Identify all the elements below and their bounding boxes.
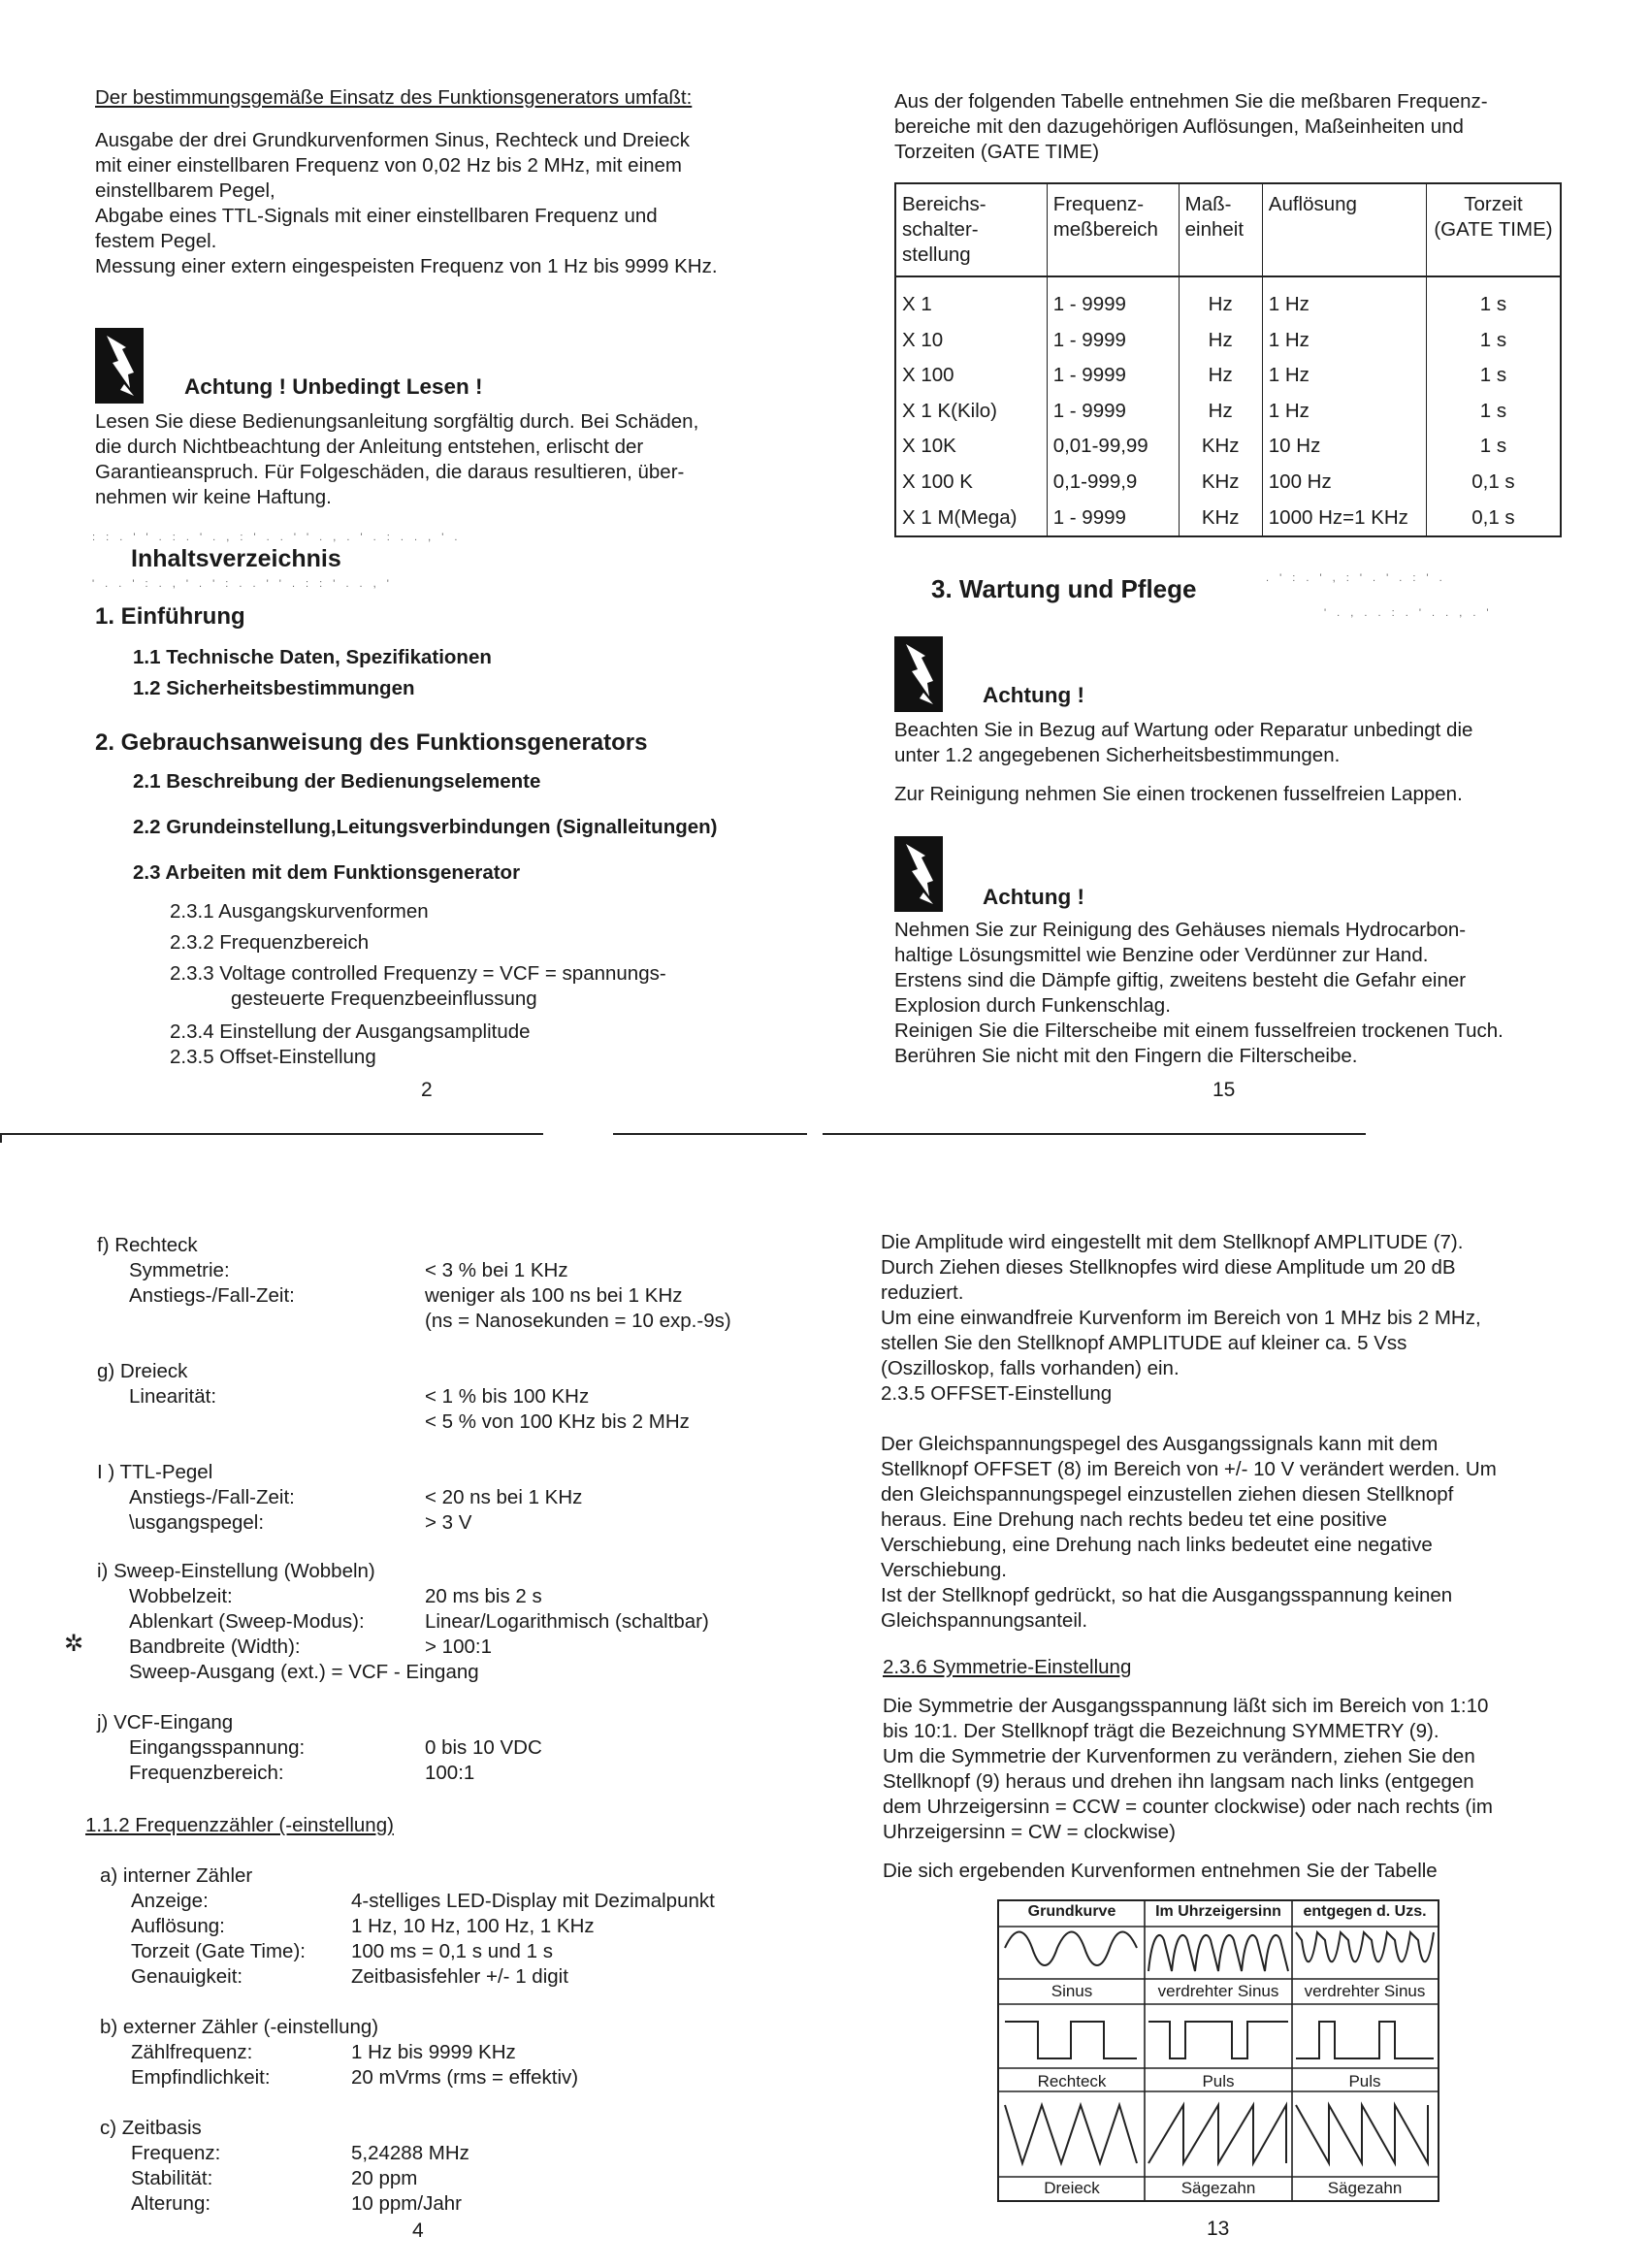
- spec-value: 0 bis 10 VDC: [425, 1736, 542, 1759]
- table-cell: Hz: [1179, 358, 1262, 394]
- p15-warning1-line: Beachten Sie in Bezug auf Wartung oder Reparatur unbedingt die: [894, 719, 1473, 741]
- spec-label: \usgangspegel:: [129, 1511, 265, 1534]
- toc-2-3-3: 2.3.3 Voltage controlled Frequenzy = VCF = spannungs-: [170, 962, 666, 985]
- table-cell: 1 s: [1426, 323, 1561, 359]
- scan-noise: : : . ' ' . : . ' . , : ' . . ' ' . , . ' . : . . , ' .: [92, 532, 462, 543]
- table-cell: 0,1 s: [1426, 465, 1561, 501]
- toc-1-2: 1.2 Sicherheitsbestimmungen: [133, 677, 415, 699]
- scan-noise: . ' : . ' , : ' . ' . : ' .: [1266, 572, 1446, 584]
- p2-line: mit einer einstellbaren Frequenz von 0,02 Hz bis 2 MHz, mit einem: [95, 154, 683, 177]
- p15-warning2-line: haltige Lösungsmittel wie Benzine oder Verdünner zur Hand.: [894, 944, 1429, 966]
- table-cell: X 1 M(Mega): [902, 505, 1018, 529]
- p2-line: Messung einer extern eingespeisten Frequenz von 1 Hz bis 9999 KHz.: [95, 255, 718, 277]
- wave-header-basic: Grundkurve: [1027, 1903, 1116, 1920]
- wave-label: verdrehter Sinus: [1157, 1982, 1279, 2000]
- p13-line: bis 10:1. Der Stellknopf trägt die Bezeichnung SYMMETRY (9).: [883, 1720, 1439, 1742]
- table-cell: Hz: [1179, 394, 1262, 430]
- p2-warning-line: Lesen Sie diese Bedienungsanleitung sorgfältig durch. Bei Schäden,: [95, 410, 699, 433]
- p13-line: Verschiebung, eine Drehung nach links bedeutet eine negative: [881, 1534, 1433, 1556]
- p15-warning2-text: [894, 918, 1504, 1069]
- scan-noise: ' . . ' : . , ' . ' : . . ' ' . : : ' . . , ': [92, 578, 393, 590]
- p13-offset-text: [881, 1432, 1497, 1634]
- spec-label: Zählfrequenz:: [131, 2041, 253, 2063]
- spec-value: 100:1: [425, 1762, 475, 1784]
- waveform-grid: [999, 1901, 1438, 2200]
- table-cell: 1 - 9999: [1047, 501, 1179, 537]
- wave-header-cw: Im Uhrzeigersinn: [1155, 1903, 1281, 1920]
- p13-symmetry-heading: 2.3.6 Symmetrie-Einstellung: [883, 1656, 1132, 1678]
- spec-value: Linear/Logarithmisch (schaltbar): [425, 1610, 709, 1633]
- table-cell: KHz: [1179, 429, 1262, 465]
- spec-g-title: g) Dreieck: [97, 1360, 188, 1382]
- p13-line: reduziert.: [881, 1281, 964, 1304]
- spec-label: Alterung:: [131, 2192, 211, 2215]
- p15-warning2-line: Berühren Sie nicht mit den Fingern die Filterscheibe.: [894, 1045, 1358, 1067]
- p13-line: Gleichspannungsanteil.: [881, 1609, 1088, 1632]
- spec-label: Frequenzbereich:: [129, 1762, 284, 1784]
- table-row: [895, 358, 1561, 394]
- table-cell: 1 Hz: [1262, 323, 1426, 359]
- wave-label: Puls: [1202, 2072, 1235, 2090]
- p13-line: Der Gleichspannungspegel des Ausgangssignals kann mit dem: [881, 1433, 1439, 1455]
- spec-value: > 3 V: [425, 1511, 472, 1534]
- toc-2-3-2: 2.3.2 Frequenzbereich: [170, 931, 370, 954]
- triangle-wave-icon: [1005, 2105, 1137, 2163]
- table-row: [895, 465, 1561, 501]
- toc-1-1: 1.1 Technische Daten, Spezifikationen: [133, 646, 492, 668]
- spec-extra: Sweep-Ausgang (ext.) = VCF - Eingang: [129, 1661, 479, 1683]
- spec-label: Genauigkeit:: [131, 1965, 243, 1988]
- p13-line: Ist der Stellknopf gedrückt, so hat die Ausgangsspannung keinen: [881, 1584, 1453, 1606]
- toc-2-3: 2.3 Arbeiten mit dem Funktionsgenerator: [133, 861, 521, 884]
- p13-line: Uhrzeigersinn = CW = clockwise): [883, 1821, 1176, 1843]
- p15-warning2-title: Achtung !: [983, 885, 1084, 909]
- spec-label: Symmetrie:: [129, 1259, 230, 1281]
- table-cell: 1 - 9999: [1047, 394, 1179, 430]
- toc-2-1: 2.1 Beschreibung der Bedienungselemente: [133, 770, 541, 793]
- p15-warning1-line: unter 1.2 angegebenen Sicherheitsbestimmungen.: [894, 744, 1341, 766]
- table-cell: 1 Hz: [1262, 358, 1426, 394]
- header-unit: Maß- einheit: [1179, 183, 1262, 276]
- p13-symmetry-text: [883, 1694, 1493, 1845]
- spec-label: Torzeit (Gate Time):: [131, 1940, 306, 1962]
- table-cell: 1 Hz: [1262, 276, 1426, 323]
- spec-a-title: a) interner Zähler: [100, 1864, 253, 1887]
- waveform-table: [997, 1899, 1439, 2202]
- spec-value: < 5 % von 100 KHz bis 2 MHz: [425, 1410, 690, 1433]
- p13-line: (Oszilloskop, falls vorhanden) ein.: [881, 1357, 1180, 1379]
- p13-line: Stellknopf OFFSET (8) im Bereich von +/- 10 V verändert werden. Um: [881, 1458, 1497, 1480]
- wave-label: Dreieck: [1044, 2179, 1100, 2197]
- wave-header-ccw: entgegen d. Uzs.: [1303, 1903, 1427, 1920]
- table-cell: X 10: [902, 328, 944, 351]
- spec-label: Anstiegs-/Fall-Zeit:: [129, 1486, 295, 1508]
- counter-heading: 1.1.2 Frequenzzähler (-einstellung): [85, 1814, 394, 1836]
- p2-line: Abgabe eines TTL-Signals mit einer einstellbaren Frequenz und: [95, 205, 658, 227]
- p13-line: dem Uhrzeigersinn = CCW = counter clockwise) oder nach rechts (im: [883, 1796, 1493, 1818]
- spec-label: Empfindlichkeit:: [131, 2066, 271, 2089]
- table-cell: 10 Hz: [1262, 429, 1426, 465]
- p15-warning2-line: Reinigen Sie die Filterscheibe mit einem fusselfreien trockenen Tuch.: [894, 1020, 1504, 1042]
- table-cell: X 10K: [902, 435, 956, 458]
- spec-label: Bandbreite (Width):: [129, 1636, 301, 1658]
- p15-intro-line: Aus der folgenden Tabelle entnehmen Sie die meßbaren Frequenz-: [894, 90, 1488, 113]
- spec-label: Wobbelzeit:: [129, 1585, 233, 1607]
- spec-label: Linearität:: [129, 1385, 217, 1408]
- cut-line: [613, 1133, 807, 1135]
- wave-label: Puls: [1348, 2072, 1381, 2090]
- spec-value: (ns = Nanosekunden = 10 exp.-9s): [425, 1310, 731, 1332]
- scan-noise: ' . , . . : . ' . . , . ': [1324, 607, 1493, 619]
- page-number: 13: [1207, 2218, 1230, 2240]
- table-cell: 1 - 9999: [1047, 276, 1179, 323]
- table-cell: 1 s: [1426, 358, 1561, 394]
- p15-cleaning: Zur Reinigung nehmen Sie einen trockenen fusselfreien Lappen.: [894, 783, 1463, 805]
- square-wave-icon: [1005, 2022, 1137, 2058]
- spec-value: 4-stelliges LED-Display mit Dezimalpunkt: [351, 1890, 715, 1912]
- table-cell: X 100: [902, 364, 954, 387]
- table-row: [895, 394, 1561, 430]
- table-cell: KHz: [1179, 501, 1262, 537]
- header-range-switch: Bereichs- schalter- stellung: [895, 183, 1047, 276]
- p15-section-title: 3. Wartung und Pflege: [931, 574, 1197, 603]
- spec-value: < 3 % bei 1 KHz: [425, 1259, 568, 1281]
- toc-2-2: 2.2 Grundeinstellung,Leitungsverbindungen (Signalleitungen): [133, 816, 718, 838]
- p2-heading: Der bestimmungsgemäße Einsatz des Funktionsgenerators umfaßt:: [95, 86, 693, 109]
- header-resolution: Auflösung: [1262, 183, 1426, 276]
- toc-2-3-1: 2.3.1 Ausgangskurvenformen: [170, 900, 429, 923]
- page-number: 4: [412, 2219, 424, 2242]
- toc-chapter-1: 1. Einführung: [95, 603, 245, 630]
- toc-2-3-3-cont: gesteuerte Frequenzbeeinflussung: [231, 988, 537, 1010]
- spec-value: < 1 % bis 100 KHz: [425, 1385, 590, 1408]
- table-cell: 0,1 s: [1426, 501, 1561, 537]
- spec-value: Zeitbasisfehler +/- 1 digit: [351, 1965, 568, 1988]
- wave-label: Sägezahn: [1327, 2179, 1403, 2197]
- distorted-sine-ccw-icon: [1296, 1932, 1434, 1961]
- table-cell: 1 Hz: [1262, 394, 1426, 430]
- spec-value: < 20 ns bei 1 KHz: [425, 1486, 583, 1508]
- table-header-row: [895, 183, 1561, 276]
- p2-intro: [95, 128, 718, 279]
- table-cell: 1 s: [1426, 394, 1561, 430]
- spec-label: Stabilität:: [131, 2167, 213, 2189]
- p13-table-intro: Die sich ergebenden Kurvenformen entnehmen Sie der Tabelle: [883, 1860, 1438, 1882]
- table-cell: 0,1-999,9: [1047, 465, 1179, 501]
- spec-value: 5,24288 MHz: [351, 2142, 469, 2164]
- spec-value: > 100:1: [425, 1636, 492, 1658]
- spec-c-title: c) Zeitbasis: [100, 2117, 202, 2139]
- table-row: [895, 501, 1561, 537]
- table-cell: 1 s: [1426, 429, 1561, 465]
- p2-warning-line: nehmen wir keine Haftung.: [95, 486, 332, 508]
- sawtooth-cw-icon: [1148, 2105, 1286, 2163]
- spec-label: Eingangsspannung:: [129, 1736, 306, 1759]
- p13-line: Stellknopf (9) heraus und drehen ihn langsam nach links (entgegen: [883, 1770, 1474, 1793]
- wave-label: Sägezahn: [1180, 2179, 1256, 2197]
- spec-label: Frequenz:: [131, 2142, 221, 2164]
- p13-line: heraus. Eine Drehung nach rechts bedeu tet eine positive: [881, 1508, 1387, 1531]
- wave-label: Sinus: [1051, 1982, 1093, 2000]
- spec-value: 20 ms bis 2 s: [425, 1585, 542, 1607]
- spec-value: 20 mVrms (rms = effektiv): [351, 2066, 579, 2089]
- p2-warning-line: Garantieanspruch. Für Folgeschäden, die daraus resultieren, über-: [95, 461, 685, 483]
- table-cell: 1 - 9999: [1047, 323, 1179, 359]
- p15-warning1-text: [894, 718, 1472, 768]
- spec-value: 1 Hz bis 9999 KHz: [351, 2041, 516, 2063]
- table-row: [895, 276, 1561, 323]
- toc-2-3-4: 2.3.4 Einstellung der Ausgangsamplitude: [170, 1021, 531, 1043]
- spec-value: weniger als 100 ns bei 1 KHz: [425, 1284, 683, 1307]
- p15-warning1-title: Achtung !: [983, 683, 1084, 707]
- spec-value: 100 ms = 0,1 s und 1 s: [351, 1940, 553, 1962]
- page-number: 2: [421, 1079, 433, 1101]
- table-cell: Hz: [1179, 323, 1262, 359]
- cut-line: [0, 1133, 543, 1135]
- spec-i-title: i) Sweep-Einstellung (Wobbeln): [97, 1560, 375, 1582]
- table-cell: 1000 Hz=1 KHz: [1262, 501, 1426, 537]
- p2-warning-title: Achtung ! Unbedingt Lesen !: [184, 374, 483, 399]
- spec-label: Auflösung:: [131, 1915, 225, 1937]
- cut-line: [823, 1133, 1366, 1135]
- lightning-warning-icon: [894, 636, 943, 712]
- p13-line: Um eine einwandfreie Kurvenform im Bereich von 1 MHz bis 2 MHz,: [881, 1307, 1481, 1329]
- table-cell: X 1 K(Kilo): [902, 399, 997, 422]
- cut-line: [500, 1133, 543, 1135]
- table-cell: 1 s: [1426, 276, 1561, 323]
- spec-value: 20 ppm: [351, 2167, 418, 2189]
- table-cell: 100 Hz: [1262, 465, 1426, 501]
- spec-j-title: j) VCF-Eingang: [97, 1711, 234, 1733]
- lightning-warning-icon: [894, 836, 943, 912]
- spec-label: Ablenkart (Sweep-Modus):: [129, 1610, 365, 1633]
- table-row: [895, 429, 1561, 465]
- spec-label: Anzeige:: [131, 1890, 209, 1912]
- pulse-cw-icon: [1148, 2022, 1288, 2058]
- wave-label: verdrehter Sinus: [1304, 1982, 1426, 2000]
- p13-line: Die Amplitude wird eingestellt mit dem Stellknopf AMPLITUDE (7).: [881, 1231, 1464, 1253]
- page-number: 15: [1212, 1079, 1236, 1101]
- sawtooth-ccw-icon: [1296, 2105, 1428, 2163]
- spec-label: Anstiegs-/Fall-Zeit:: [129, 1284, 295, 1307]
- p13-amplitude-text: [881, 1230, 1481, 1407]
- table-cell: X 100 K: [902, 470, 973, 493]
- table-cell: Hz: [1179, 276, 1262, 323]
- p13-line: Um die Symmetrie der Kurvenformen zu verändern, ziehen Sie den: [883, 1745, 1475, 1767]
- p2-line: Ausgabe der drei Grundkurvenformen Sinus, Rechteck und Dreieck: [95, 129, 691, 151]
- spec-value: 10 ppm/Jahr: [351, 2192, 462, 2215]
- p2-line: einstellbarem Pegel,: [95, 179, 275, 202]
- spec-f-title: f) Rechteck: [97, 1234, 198, 1256]
- spec-b-title: b) externer Zähler (-einstellung): [100, 2016, 379, 2038]
- p13-line: Verschiebung.: [881, 1559, 1007, 1581]
- p15-warning2-line: Explosion durch Funkenschlag.: [894, 994, 1171, 1017]
- p15-warning2-line: Erstens sind die Dämpfe giftig, zweitens besteht die Gefahr einer: [894, 969, 1467, 991]
- p13-line: stellen Sie den Stellknopf AMPLITUDE auf kleiner ca. 5 Vss: [881, 1332, 1407, 1354]
- toc-2-3-5: 2.3.5 Offset-Einstellung: [170, 1046, 376, 1068]
- header-frequency-range: Frequenz- meßbereich: [1047, 183, 1179, 276]
- table-cell: X 1: [902, 293, 932, 315]
- sine-wave-icon: [1005, 1932, 1137, 1966]
- p15-intro-line: bereiche mit den dazugehörigen Auflösungen, Maßeinheiten und: [894, 115, 1464, 138]
- p2-warning-line: die durch Nichtbeachtung der Anleitung entstehen, erlischt der: [95, 436, 644, 458]
- distorted-sine-cw-icon: [1148, 1935, 1288, 1971]
- p13-line: Die Symmetrie der Ausgangsspannung läßt sich im Bereich von 1:10: [883, 1695, 1489, 1717]
- wave-label: Rechteck: [1037, 2072, 1107, 2090]
- toc-chapter-2: 2. Gebrauchsanweisung des Funktionsgenerators: [95, 729, 648, 756]
- scan-mark-icon: ✲: [64, 1631, 84, 1657]
- p15-intro-line: Torzeiten (GATE TIME): [894, 141, 1100, 163]
- table-cell: 0,01-99,99: [1047, 429, 1179, 465]
- p15-warning2-line: Nehmen Sie zur Reinigung des Gehäuses niemals Hydrocarbon-: [894, 919, 1467, 941]
- table-row: [895, 323, 1561, 359]
- p2-warning-text: [95, 409, 698, 510]
- p2-toc-title: Inhaltsverzeichnis: [131, 545, 341, 572]
- header-gate-time: Torzeit (GATE TIME): [1426, 183, 1561, 276]
- p15-intro: [894, 89, 1488, 165]
- spec-value: 1 Hz, 10 Hz, 100 Hz, 1 KHz: [351, 1915, 595, 1937]
- table-cell: KHz: [1179, 465, 1262, 501]
- p13-line: 2.3.5 OFFSET-Einstellung: [881, 1382, 1113, 1405]
- lightning-warning-icon: [95, 328, 144, 404]
- p13-line: den Gleichspannungspegel einzustellen ziehen diesen Stellknopf: [881, 1483, 1454, 1506]
- cut-line: [0, 1133, 2, 1143]
- spec-h-title: I ) TTL-Pegel: [97, 1461, 213, 1483]
- table-cell: 1 - 9999: [1047, 358, 1179, 394]
- p13-line: Durch Ziehen dieses Stellknopfes wird diese Amplitude um 20 dB: [881, 1256, 1456, 1279]
- frequency-range-table: [894, 182, 1562, 537]
- p2-line: festem Pegel.: [95, 230, 217, 252]
- pulse-ccw-icon: [1296, 2022, 1434, 2058]
